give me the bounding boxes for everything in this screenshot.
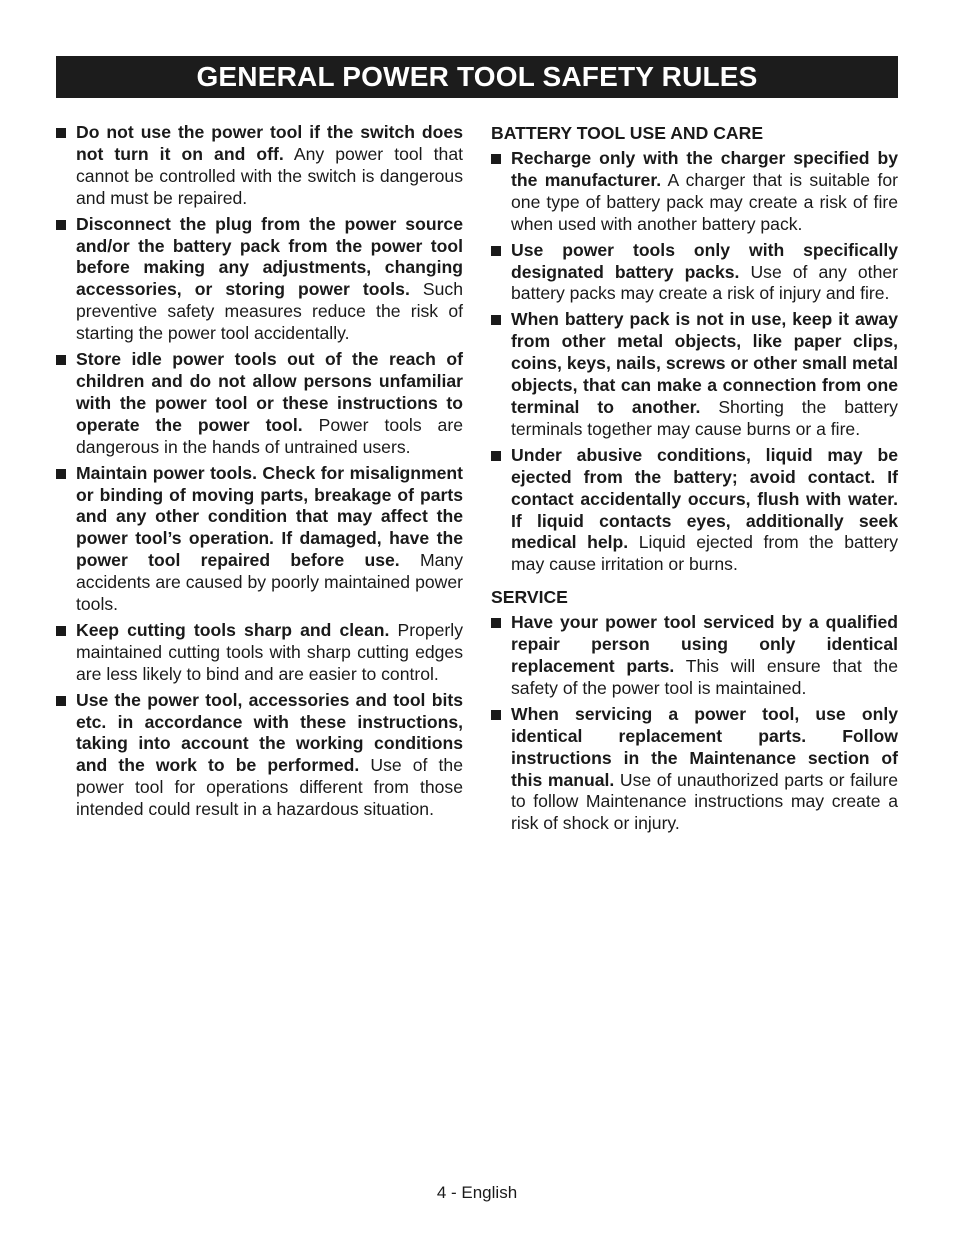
square-bullet-icon xyxy=(491,148,511,170)
rule-text xyxy=(76,463,463,616)
safety-rule xyxy=(56,620,463,686)
title-banner xyxy=(56,56,898,98)
safety-rule xyxy=(491,612,898,700)
rule-bold: Recharge only with the charger specified by the manufacturer. xyxy=(511,148,898,190)
service-section-heading: SERVICE xyxy=(491,587,568,608)
rule-body: This will ensure that the safety of the power tool is maintained. xyxy=(511,656,898,698)
safety-rule xyxy=(56,690,463,821)
rule-text xyxy=(511,240,898,306)
rule-text xyxy=(511,309,898,440)
rule-text xyxy=(76,122,463,210)
rule-text xyxy=(76,214,463,345)
safety-rule xyxy=(56,463,463,616)
rule-bold: Store idle power tools out of the reach of children and do not allow persons unfamiliar with the power tool or these instructions to operate the power tool. xyxy=(76,349,463,435)
rule-bold: Do not use the power tool if the switch does not turn it on and off. xyxy=(76,122,463,164)
rule-text xyxy=(511,445,898,576)
rule-bold: Have your power tool serviced by a qualified repair person using only identical replacement parts. xyxy=(511,612,898,677)
rule-bold: Keep cutting tools sharp and clean. xyxy=(76,619,390,640)
safety-rule xyxy=(56,214,463,345)
square-bullet-icon xyxy=(56,122,76,144)
rule-body: Shorting the battery terminals together may cause burns or a fire. xyxy=(511,396,898,439)
rule-body: Many accidents are caused by poorly maintained power tools. xyxy=(76,550,463,615)
square-bullet-icon xyxy=(56,463,76,485)
square-bullet-icon xyxy=(491,445,511,467)
square-bullet-icon xyxy=(56,349,76,371)
rule-text xyxy=(511,612,898,700)
rule-bold: Maintain power tools. Check for misalignment or binding of moving parts, breakage of parts and any other condition that may affect the power tool’s operation. If damaged, have the power tool repaired before use. xyxy=(76,462,463,571)
safety-rule xyxy=(491,445,898,576)
safety-rule xyxy=(491,240,898,306)
safety-rule xyxy=(491,148,898,236)
rule-bold: Under abusive conditions, liquid may be ejected from the battery; avoid contact. If contact accidentally occurs, flush with water. If liquid contacts eyes, additionally seek medical help. xyxy=(511,444,898,553)
rule-text xyxy=(511,704,898,835)
rule-body: A charger that is suitable for one type of battery pack may create a risk of fire when used with another battery pack. xyxy=(511,169,898,234)
square-bullet-icon xyxy=(491,704,511,726)
page-footer: 4 - English xyxy=(436,1183,518,1202)
square-bullet-icon xyxy=(491,240,511,262)
rule-bold: Use the power tool, accessories and tool bits etc. in accordance with these instructions, taking into account the working conditions and the work to be performed. xyxy=(76,689,463,776)
rule-body: Use of the power tool for operations different from those intended could result in a hazardous situation. xyxy=(76,755,463,820)
square-bullet-icon xyxy=(56,620,76,642)
rule-body: Liquid ejected from the battery may cause irritation or burns. xyxy=(511,532,899,575)
rule-bold: When battery pack is not in use, keep it away from other metal objects, like paper clips, coins, keys, nails, screws or other small metal objects, that can make a connection from one terminal to another. xyxy=(511,309,898,417)
safety-rule xyxy=(56,122,463,210)
left-column xyxy=(56,122,463,825)
safety-rule xyxy=(56,349,463,459)
rule-text xyxy=(511,148,898,236)
battery-section-heading: BATTERY TOOL USE AND CARE xyxy=(491,123,764,143)
rule-body: Properly maintained cutting tools with sharp cutting edges are less likely to bind and are easier to control. xyxy=(76,619,463,684)
right-column xyxy=(491,122,898,839)
square-bullet-icon xyxy=(56,690,76,712)
rule-bold: Disconnect the plug from the power source and/or the battery pack from the power tool before making any adjustments, changing accessories, or storing power tools. xyxy=(76,213,463,300)
rule-body: Use of any other battery packs may create a risk of injury and fire. xyxy=(511,261,899,304)
rule-body: Any power tool that cannot be controlled with the switch is dangerous and must be repaired. xyxy=(76,143,464,208)
rule-body: Such preventive safety measures reduce the risk of starting the power tool accidentally. xyxy=(76,279,463,344)
safety-rule xyxy=(491,704,898,835)
rule-bold: Use power tools only with specifically designated battery packs. xyxy=(511,239,898,282)
square-bullet-icon xyxy=(491,612,511,634)
page-title: GENERAL POWER TOOL SAFETY RULES xyxy=(196,61,758,92)
rule-text xyxy=(76,349,463,459)
square-bullet-icon xyxy=(491,309,511,331)
square-bullet-icon xyxy=(56,214,76,236)
rule-bold: When servicing a power tool, use only identical replacement parts. Follow instructions in the Maintenance section of this manual. xyxy=(511,703,898,790)
rule-body: Power tools are dangerous in the hands of untrained users. xyxy=(76,414,463,457)
rule-text xyxy=(76,620,463,686)
safety-rule xyxy=(491,309,898,440)
rule-body: Use of unauthorized parts or failure to follow Maintenance instructions may create a risk of shock or injury. xyxy=(511,769,899,834)
rule-text xyxy=(76,690,463,821)
